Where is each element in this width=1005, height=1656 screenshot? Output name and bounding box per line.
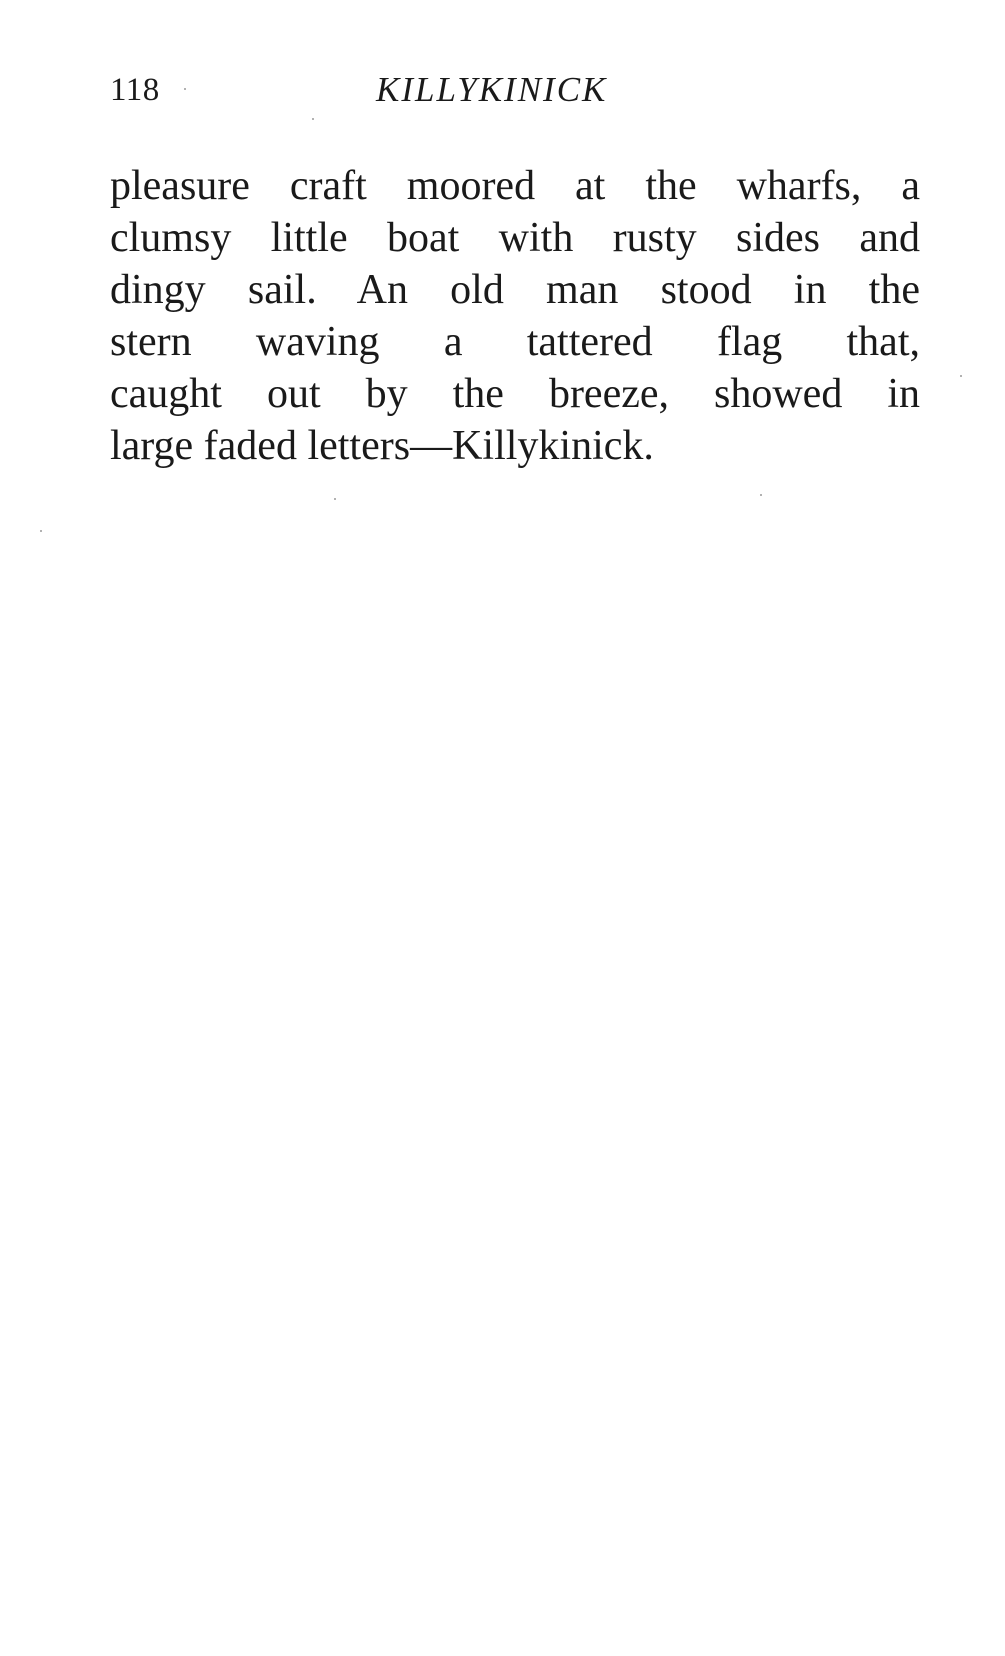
running-head <box>110 66 920 114</box>
scan-speck <box>760 494 762 496</box>
text-line: pleasure craft moored at the wharfs, a <box>110 163 920 209</box>
scan-speck <box>960 375 962 377</box>
text-line: clumsy little boat with rusty sides and <box>110 215 920 261</box>
page-number: 118 <box>110 72 160 108</box>
scan-speck <box>312 118 314 120</box>
text-line: caught out by the breeze, showed in <box>110 371 920 417</box>
running-title: KILLYKINICK <box>376 70 608 109</box>
text-line: dingy sail. An old man stood in the <box>110 267 920 313</box>
text-line: stern waving a tattered flag that, <box>110 319 920 365</box>
scan-speck <box>40 530 42 532</box>
text-line: large faded letters—Killykinick. <box>110 423 654 469</box>
scan-speck <box>184 88 186 90</box>
body-paragraph <box>110 160 920 472</box>
scan-speck <box>334 498 336 500</box>
